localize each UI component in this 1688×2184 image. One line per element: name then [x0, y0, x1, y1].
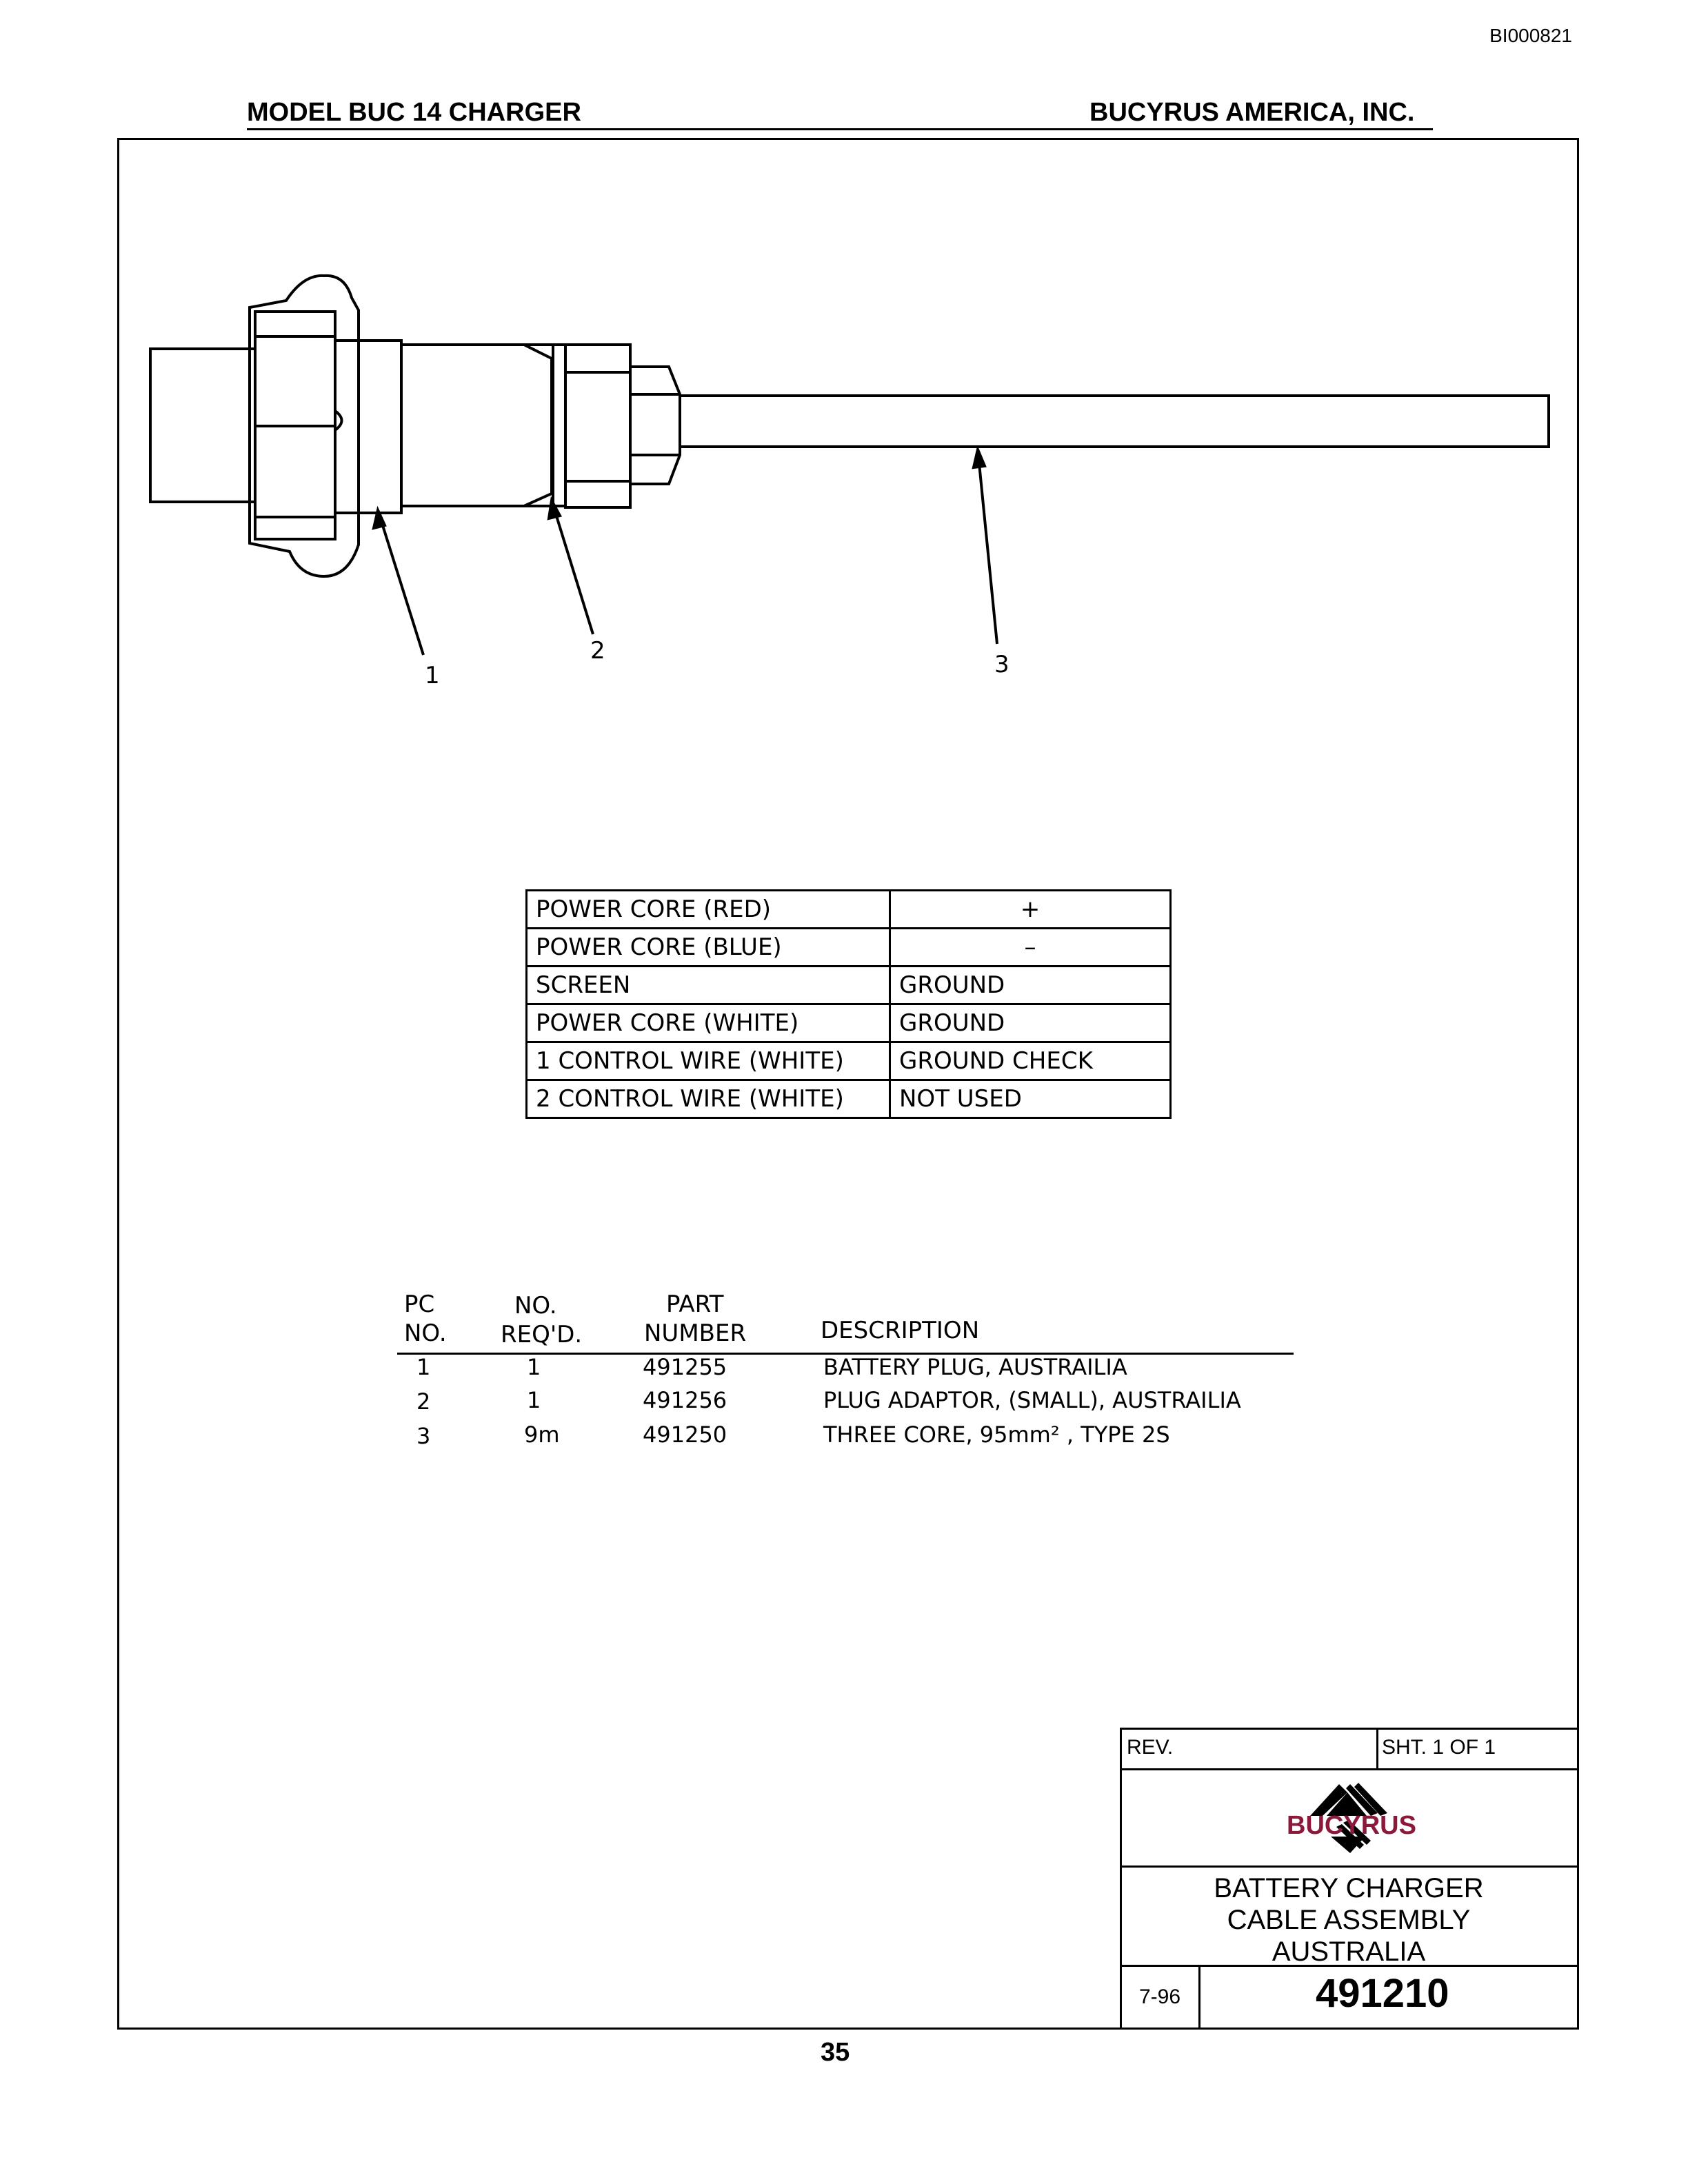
bucyrus-logo — [1262, 1773, 1441, 1863]
table-row — [527, 1080, 1171, 1118]
drawing-title — [1121, 1872, 1576, 1968]
header-pc-2: NO. — [404, 1320, 447, 1347]
logo-wordmark: BUCYRUS — [1287, 1811, 1416, 1840]
wire-cell: 2 CONTROL WIRE (WHITE) — [527, 1080, 890, 1118]
parts-qty: 1 — [527, 1387, 541, 1413]
table-row — [527, 929, 1171, 967]
header-pc-1: PC — [404, 1291, 435, 1318]
header-description: DESCRIPTION — [821, 1317, 980, 1344]
header-part-2: NUMBER — [644, 1320, 747, 1347]
wire-cell: 1 CONTROL WIRE (WHITE) — [527, 1042, 890, 1080]
function-cell: GROUND — [890, 967, 1171, 1004]
function-cell: NOT USED — [890, 1080, 1171, 1118]
plug-body — [150, 349, 255, 502]
function-cell: GROUND — [890, 1004, 1171, 1042]
function-cell: – — [890, 929, 1171, 967]
title-line: AUSTRALIA — [1272, 1937, 1426, 1967]
wire-cell: POWER CORE (RED) — [527, 891, 890, 929]
parts-number: 491250 — [643, 1422, 727, 1448]
leader-2 — [552, 501, 593, 634]
callout-1: 1 — [425, 662, 440, 689]
gland-nut — [565, 345, 630, 507]
parts-pc: 3 — [416, 1423, 431, 1449]
title-block-divider — [1376, 1728, 1378, 1770]
sheet-label: SHT. 1 OF 1 — [1382, 1736, 1496, 1759]
drawing-date: 7-96 — [1139, 1985, 1181, 2008]
coupling — [335, 341, 401, 513]
wiring-table — [525, 889, 1172, 1119]
parts-description: THREE CORE, 95mm² , TYPE 2S — [823, 1422, 1170, 1448]
callout-2: 2 — [590, 637, 605, 665]
leader-3 — [978, 449, 997, 644]
title-block-divider — [1198, 1965, 1200, 2030]
table-row — [527, 967, 1171, 1004]
parts-qty: 9m — [524, 1422, 560, 1448]
rev-label: REV. — [1127, 1736, 1174, 1759]
table-row — [527, 1042, 1171, 1080]
cable-assembly-drawing — [0, 0, 1688, 758]
parts-pc: 2 — [416, 1388, 431, 1415]
table-row — [527, 1004, 1171, 1042]
parts-description: BATTERY PLUG, AUSTRAILIA — [823, 1354, 1127, 1380]
function-cell: GROUND CHECK — [890, 1042, 1171, 1080]
title-block-rule — [1120, 1866, 1579, 1868]
parts-pc: 1 — [416, 1354, 431, 1380]
wire-cell: POWER CORE (BLUE) — [527, 929, 890, 967]
function-cell: + — [890, 891, 1171, 929]
wire-cell: POWER CORE (WHITE) — [527, 1004, 890, 1042]
plug-adaptor — [401, 345, 553, 506]
leader-1 — [378, 510, 423, 655]
callout-3: 3 — [994, 651, 1009, 678]
header-no-2: REQ'D. — [501, 1321, 583, 1348]
header-model: MODEL BUC 14 CHARGER — [247, 98, 581, 127]
header-no-1: NO. — [514, 1292, 557, 1320]
page-number: 35 — [821, 2038, 850, 2067]
parts-description: PLUG ADAPTOR, (SMALL), AUSTRAILIA — [823, 1387, 1241, 1413]
wire-cell: SCREEN — [527, 967, 890, 1004]
hex-fitting — [630, 367, 680, 484]
parts-number: 491256 — [643, 1387, 727, 1413]
title-block-rev-row — [1120, 1728, 1579, 1770]
drawing-number: 491210 — [1316, 1971, 1449, 2016]
title-line: CABLE ASSEMBLY — [1227, 1905, 1471, 1935]
title-block-rule — [1120, 1965, 1579, 1967]
parts-number: 491255 — [643, 1354, 727, 1380]
header-company: BUCYRUS AMERICA, INC. — [1089, 98, 1415, 127]
cable — [680, 396, 1549, 447]
title-line: BATTERY CHARGER — [1214, 1873, 1484, 1903]
document-id: BI000821 — [1489, 25, 1572, 46]
parts-qty: 1 — [527, 1354, 541, 1380]
header-part-1: PART — [666, 1291, 724, 1318]
table-row — [527, 891, 1171, 929]
